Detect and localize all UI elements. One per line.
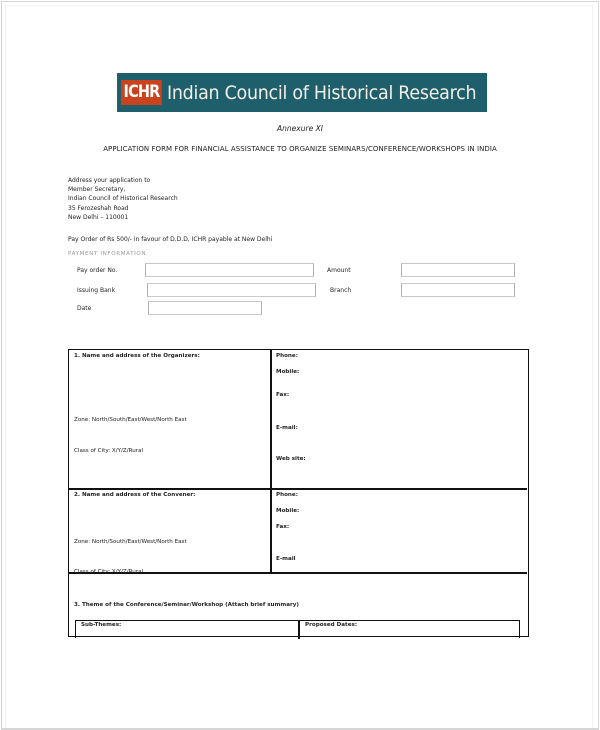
address-line: Indian Council of Historical Research bbox=[68, 195, 178, 203]
branch-input[interactable] bbox=[401, 283, 515, 297]
pay-order-no-label: Pay order No. bbox=[77, 267, 118, 274]
date-input[interactable] bbox=[148, 301, 262, 315]
address-line: New Delhi – 110001 bbox=[68, 213, 129, 221]
address-line: Member Secretary, bbox=[68, 186, 126, 194]
issuing-bank-label: Issuing Bank bbox=[77, 287, 116, 294]
convener-email-label: E-mail bbox=[276, 556, 296, 562]
address-line: 35 Ferozeshah Road bbox=[68, 204, 129, 212]
convener-city-class: Class of City: X/Y/Z/Rural bbox=[74, 569, 144, 575]
amount-input[interactable] bbox=[401, 263, 515, 277]
convener-title: 2. Name and address of the Convener: bbox=[74, 492, 196, 498]
payment-instruction: Pay Order of Rs 500/- in favour of D.D.D, ICHR payable at New Delhi bbox=[68, 236, 273, 243]
organizers-title: 1. Name and address of the Organizers: bbox=[74, 353, 200, 359]
organizers-email-label: E-mail: bbox=[276, 425, 298, 431]
organizers-phone-label: Phone: bbox=[276, 353, 298, 359]
convener-phone-label: Phone: bbox=[276, 492, 298, 498]
amount-label: Amount bbox=[327, 267, 351, 274]
form-title: APPLICATION FORM FOR FINANCIAL ASSISTANCE TO ORGANIZE SEMINARS/CONFERENCE/WORKSHOPS IN INDIA bbox=[103, 145, 497, 153]
theme-subtable bbox=[75, 620, 520, 638]
ichr-logo-icon: ICHR bbox=[121, 80, 162, 105]
date-label: Date bbox=[77, 305, 92, 312]
issuing-bank-input[interactable] bbox=[147, 283, 316, 297]
theme-title: 3. Theme of the Conference/Seminar/Workshop (Attach brief summary) bbox=[74, 602, 299, 608]
convener-fax-label: Fax: bbox=[276, 524, 290, 530]
organizers-fax-label: Fax: bbox=[276, 392, 290, 398]
organizers-zone: Zone: North/South/East/West/North East bbox=[74, 417, 187, 423]
convener-zone: Zone: North/South/East/West/North East bbox=[74, 539, 187, 545]
convener-mobile-label: Mobile: bbox=[276, 508, 300, 514]
ichr-banner bbox=[117, 73, 487, 112]
annexure-label: Annexure XI bbox=[277, 124, 323, 133]
subtable-divider bbox=[298, 621, 300, 639]
row-divider bbox=[69, 488, 527, 490]
organization-name: Indian Council of Historical Research bbox=[167, 81, 477, 104]
payment-section-label: PAYMENT INFORMATION bbox=[68, 251, 147, 257]
address-line: Address your application to bbox=[68, 177, 151, 184]
address-block bbox=[68, 176, 178, 222]
proposed-dates-label: Proposed Dates: bbox=[305, 622, 358, 628]
application-details-table bbox=[68, 349, 529, 637]
pay-order-no-input[interactable] bbox=[145, 263, 314, 277]
organizers-website-label: Web site: bbox=[276, 456, 306, 462]
sub-themes-label: Sub-Themes: bbox=[81, 622, 122, 628]
column-divider bbox=[270, 350, 272, 572]
organizers-city-class: Class of City: X/Y/Z/Rural bbox=[74, 448, 144, 454]
branch-label: Branch bbox=[330, 287, 352, 294]
organizers-mobile-label: Mobile: bbox=[276, 369, 300, 375]
